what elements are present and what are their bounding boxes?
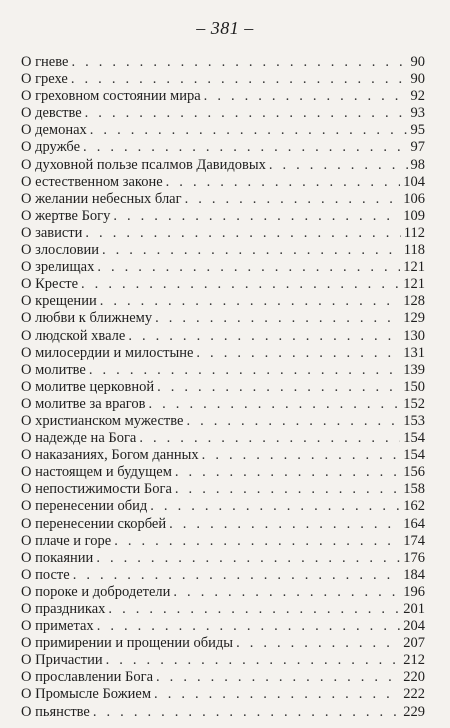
toc-entry-title: О зрелищах bbox=[21, 259, 95, 276]
toc-entry-page: 152 bbox=[403, 395, 425, 412]
toc-entry bbox=[21, 122, 425, 139]
toc-entry-title: О примирении и прощении обиды bbox=[21, 635, 234, 652]
dot-leader bbox=[81, 276, 400, 293]
toc-entry bbox=[21, 379, 425, 396]
toc-entry-page: 196 bbox=[403, 583, 425, 600]
toc-entry-title: О девстве bbox=[21, 105, 82, 122]
dot-leader bbox=[169, 516, 400, 533]
toc-entry bbox=[21, 174, 425, 191]
toc-entry-title: О Кресте bbox=[21, 276, 79, 293]
toc-entry bbox=[21, 362, 425, 379]
toc-entry bbox=[21, 293, 425, 310]
toc-entry-title: О зависти bbox=[21, 224, 83, 241]
dot-leader bbox=[185, 191, 401, 208]
toc-entry-page: 106 bbox=[403, 190, 425, 207]
toc-entry-title: О настоящем и будущем bbox=[21, 464, 172, 481]
dot-leader bbox=[73, 567, 401, 584]
toc-entry-title: О пьянстве bbox=[21, 703, 90, 720]
toc-entry-title: О непостижимости Бога bbox=[21, 481, 172, 498]
toc-entry bbox=[21, 413, 425, 430]
toc-entry-page: 97 bbox=[410, 139, 425, 156]
dot-leader bbox=[173, 584, 400, 601]
dot-leader bbox=[102, 242, 401, 259]
toc-entry-title: О духовной пользе псалмов Давидовых bbox=[21, 156, 266, 173]
toc-entry bbox=[21, 669, 425, 686]
dot-leader bbox=[196, 345, 400, 362]
dot-leader bbox=[97, 618, 401, 635]
dot-leader bbox=[175, 464, 400, 481]
toc-entry-title: О желании небесных благ bbox=[21, 190, 182, 207]
dot-leader bbox=[93, 704, 400, 721]
dot-leader bbox=[128, 328, 400, 345]
toc-entry bbox=[21, 345, 425, 362]
toc-entry-page: 109 bbox=[403, 207, 425, 224]
dot-leader bbox=[186, 413, 400, 430]
toc-entry bbox=[21, 635, 425, 652]
toc-entry-page: 174 bbox=[403, 532, 425, 549]
toc-entry-title: О жертве Богу bbox=[21, 207, 111, 224]
toc-entry-title: О гневе bbox=[21, 54, 69, 70]
toc-entry-page: 93 bbox=[410, 105, 425, 122]
toc-entry-page: 139 bbox=[403, 361, 425, 378]
toc-entry-title: О надежде на Бога bbox=[21, 430, 137, 447]
toc-entry-page: 150 bbox=[403, 378, 425, 395]
toc-entry-title: О покаянии bbox=[21, 549, 94, 566]
toc-entry-title: О милосердии и милостыне bbox=[21, 344, 194, 361]
toc-entry-page: 158 bbox=[403, 481, 425, 498]
toc-entry-title: О крещении bbox=[21, 293, 97, 310]
toc-entry bbox=[21, 310, 425, 327]
dot-leader bbox=[114, 533, 400, 550]
dot-leader bbox=[90, 122, 408, 139]
dot-leader bbox=[166, 174, 401, 191]
dot-leader bbox=[85, 225, 400, 242]
toc-entry bbox=[21, 498, 425, 515]
toc-entry-page: 201 bbox=[403, 601, 425, 617]
toc-entry-page: 131 bbox=[403, 344, 425, 361]
toc-entry-page: 121 bbox=[403, 276, 425, 293]
toc-entry bbox=[21, 242, 425, 259]
toc-entry-title: О людской хвале bbox=[21, 327, 126, 344]
toc-entry-page: 112 bbox=[403, 224, 425, 241]
page-number: – 381 – bbox=[196, 18, 254, 38]
toc-entry-title: О естественном законе bbox=[21, 173, 163, 190]
toc-entry-page: 104 bbox=[403, 173, 425, 190]
toc-entry-page: 98 bbox=[410, 156, 425, 173]
toc-entry bbox=[21, 464, 425, 481]
dot-leader bbox=[154, 686, 400, 703]
toc-entry bbox=[21, 259, 425, 276]
toc-entry-page: 184 bbox=[403, 566, 425, 583]
toc-entry-page: 154 bbox=[403, 447, 425, 464]
dot-leader bbox=[157, 379, 400, 396]
dot-leader bbox=[155, 310, 400, 327]
dot-leader bbox=[100, 293, 401, 310]
toc-entry bbox=[21, 328, 425, 345]
toc-entry bbox=[21, 704, 425, 721]
toc-entry-title: О плаче и горе bbox=[21, 532, 112, 549]
toc-entry-title: О Причастии bbox=[21, 652, 103, 669]
toc-entry-title: О молитве bbox=[21, 361, 86, 378]
toc-entry bbox=[21, 396, 425, 413]
toc-entry-title: О молитве за врагов bbox=[21, 395, 146, 412]
dot-leader bbox=[269, 157, 408, 174]
toc-entry bbox=[21, 618, 425, 635]
dot-leader bbox=[106, 652, 401, 669]
dot-leader bbox=[97, 259, 400, 276]
toc-entry bbox=[21, 481, 425, 498]
toc-entry-title: О грехе bbox=[21, 71, 68, 88]
toc-entry-page: 164 bbox=[403, 515, 425, 532]
toc-entry-page: 95 bbox=[410, 122, 425, 139]
table-of-contents bbox=[21, 54, 425, 721]
toc-entry bbox=[21, 430, 425, 447]
toc-entry bbox=[21, 550, 425, 567]
dot-leader bbox=[89, 362, 400, 379]
toc-entry bbox=[21, 652, 425, 669]
toc-entry-page: 153 bbox=[403, 412, 425, 429]
toc-entry-title: О посте bbox=[21, 566, 70, 583]
toc-entry-title: О злословии bbox=[21, 242, 99, 259]
toc-entry-title: О перенесении скорбей bbox=[21, 515, 167, 532]
toc-entry-title: О пороке и добродетели bbox=[21, 583, 171, 600]
toc-entry-page: 220 bbox=[403, 669, 425, 686]
toc-entry bbox=[21, 54, 425, 71]
dot-leader bbox=[71, 54, 407, 71]
toc-entry-page: 212 bbox=[403, 652, 425, 669]
toc-entry-page: 154 bbox=[403, 430, 425, 447]
toc-entry bbox=[21, 191, 425, 208]
dot-leader bbox=[108, 601, 400, 618]
toc-entry bbox=[21, 276, 425, 293]
toc-entry-page: 204 bbox=[403, 618, 425, 635]
toc-entry-title: О дружбе bbox=[21, 139, 81, 156]
toc-entry bbox=[21, 686, 425, 703]
toc-entry bbox=[21, 516, 425, 533]
toc-entry-page: 156 bbox=[403, 464, 425, 481]
toc-entry bbox=[21, 71, 425, 88]
toc-entry-page: 90 bbox=[410, 71, 425, 88]
toc-entry-page: 130 bbox=[403, 327, 425, 344]
toc-entry bbox=[21, 447, 425, 464]
toc-entry-page: 129 bbox=[403, 310, 425, 327]
dot-leader bbox=[139, 430, 400, 447]
dot-leader bbox=[156, 669, 400, 686]
toc-entry-page: 118 bbox=[403, 242, 425, 259]
toc-entry bbox=[21, 208, 425, 225]
dot-leader bbox=[149, 396, 401, 413]
toc-entry-page: 92 bbox=[410, 88, 425, 105]
toc-entry bbox=[21, 533, 425, 550]
toc-entry bbox=[21, 601, 425, 618]
toc-entry-title: О прославлении Бога bbox=[21, 669, 154, 686]
toc-entry bbox=[21, 139, 425, 156]
toc-entry-title: О молитве церковной bbox=[21, 378, 155, 395]
toc-entry bbox=[21, 105, 425, 122]
toc-entry-page: 121 bbox=[403, 259, 425, 276]
dot-leader bbox=[71, 71, 408, 88]
toc-entry-page: 176 bbox=[403, 549, 425, 566]
toc-entry-title: О приметах bbox=[21, 618, 94, 635]
toc-entry-page: 128 bbox=[403, 293, 425, 310]
dot-leader bbox=[202, 447, 401, 464]
dot-leader bbox=[204, 88, 408, 105]
toc-entry-title: О наказаниях, Богом данных bbox=[21, 447, 199, 464]
toc-entry-page: 207 bbox=[403, 635, 425, 652]
toc-entry bbox=[21, 584, 425, 601]
dot-leader bbox=[113, 208, 400, 225]
toc-entry-title: О любви к ближнему bbox=[21, 310, 153, 327]
toc-entry-title: О Промысле Божием bbox=[21, 686, 152, 703]
toc-entry-title: О христианском мужестве bbox=[21, 412, 184, 429]
toc-entry-title: О демонах bbox=[21, 122, 87, 139]
dot-leader bbox=[236, 635, 400, 652]
toc-entry bbox=[21, 157, 425, 174]
toc-entry-page: 162 bbox=[403, 498, 425, 515]
toc-entry bbox=[21, 88, 425, 105]
dot-leader bbox=[175, 481, 400, 498]
dot-leader bbox=[150, 498, 400, 515]
toc-entry bbox=[21, 225, 425, 242]
dot-leader bbox=[83, 139, 407, 156]
dot-leader bbox=[85, 105, 408, 122]
toc-entry-title: О праздниках bbox=[21, 601, 106, 617]
toc-entry-page: 90 bbox=[410, 54, 425, 70]
toc-entry-page: 222 bbox=[403, 686, 425, 703]
dot-leader bbox=[96, 550, 400, 567]
toc-entry-title: О греховном состоянии мира bbox=[21, 88, 201, 105]
toc-entry-title: О перенесении обид bbox=[21, 498, 148, 515]
toc-entry-page: 229 bbox=[403, 703, 425, 720]
toc-entry bbox=[21, 567, 425, 584]
